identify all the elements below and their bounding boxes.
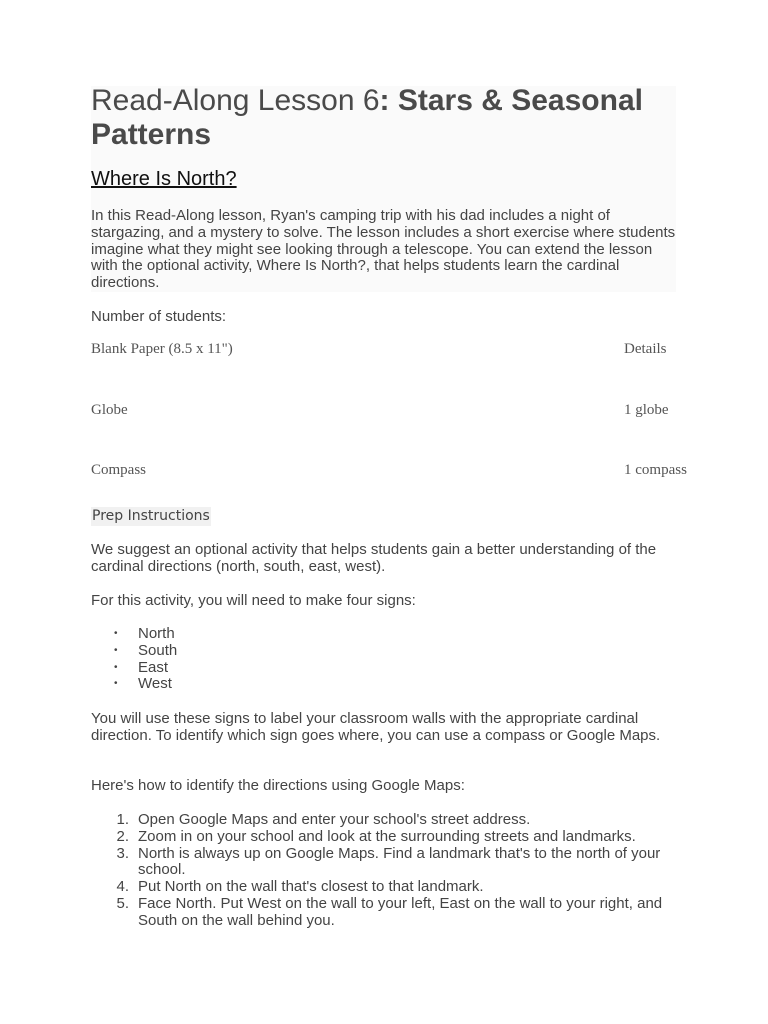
materials-header-detail: Details xyxy=(624,341,667,357)
list-item xyxy=(91,846,671,880)
prep-paragraph: We suggest an optional activity that helps students gain a better understanding of the cardinal directions (north, south, east, west). xyxy=(91,541,657,575)
title-lesson-number: Read-Along Lesson 6 xyxy=(91,84,380,117)
step-number: 1. xyxy=(116,811,129,828)
materials-row-item: Globe xyxy=(91,402,128,418)
section-title-where-is-north: Where Is North? xyxy=(91,168,237,190)
prep-paragraph: You will use these signs to label your classroom walls with the appropriate cardinal direction. To identify which sign goes where, you can use a compass or Google Maps. xyxy=(91,710,661,744)
sign-label: West xyxy=(138,675,172,693)
prep-paragraph: Here's how to identify the directions using Google Maps: xyxy=(91,777,465,794)
bullet-icon: • xyxy=(114,661,118,673)
step-number: 2. xyxy=(116,827,129,845)
page-title xyxy=(91,84,691,152)
list-item xyxy=(91,660,177,677)
bullet-icon: • xyxy=(114,628,118,639)
materials-row-detail: 1 globe xyxy=(624,402,669,418)
list-item xyxy=(91,829,671,846)
sign-label: East xyxy=(138,658,169,676)
google-maps-steps xyxy=(91,812,671,930)
step-text: Open Google Maps and enter your school's street address. xyxy=(138,811,531,828)
step-text: Zoom in on your school and look at the surrounding streets and landmarks. xyxy=(138,827,636,845)
prep-paragraph: For this activity, you will need to make four signs: xyxy=(91,592,416,609)
intro-paragraph: In this Read-Along lesson, Ryan's camping trip with his dad includes a night of stargazing, and a mystery to solve. The lesson includes a short exercise where students imagine what they might see looking through a telescope. You can extend the lesson with the optional activity, Where Is North?, that helps students learn the cardinal directions. xyxy=(91,207,676,292)
list-item xyxy=(91,896,671,930)
materials-header-item: Blank Paper (8.5 x 11") xyxy=(91,341,233,357)
bullet-icon: • xyxy=(114,644,118,656)
list-item xyxy=(91,626,177,643)
list-item xyxy=(91,676,177,693)
sign-label: South xyxy=(138,641,178,659)
prep-instructions-heading: Prep Instructions xyxy=(92,508,210,524)
step-text: Face North. Put West on the wall to your left, East on the wall to your right, and South on the wall behind you. xyxy=(138,894,663,929)
list-item xyxy=(91,812,671,829)
step-number: 5. xyxy=(116,894,129,912)
number-of-students-label: Number of students: xyxy=(91,308,227,325)
list-item xyxy=(91,643,177,660)
step-text: North is always up on Google Maps. Find a landmark that's to the north of your school. xyxy=(138,844,661,879)
step-text: Put North on the wall that's closest to that landmark. xyxy=(138,878,484,896)
list-item xyxy=(91,879,671,896)
step-number: 4. xyxy=(116,878,129,896)
sign-label: North xyxy=(138,625,175,642)
materials-row-detail: 1 compass xyxy=(624,462,687,478)
step-number: 3. xyxy=(116,844,129,862)
bullet-icon: • xyxy=(114,678,118,690)
materials-row-item: Compass xyxy=(91,462,147,478)
title-topic: : Stars & Seasonal Patterns xyxy=(91,84,643,151)
signs-list xyxy=(91,626,177,693)
